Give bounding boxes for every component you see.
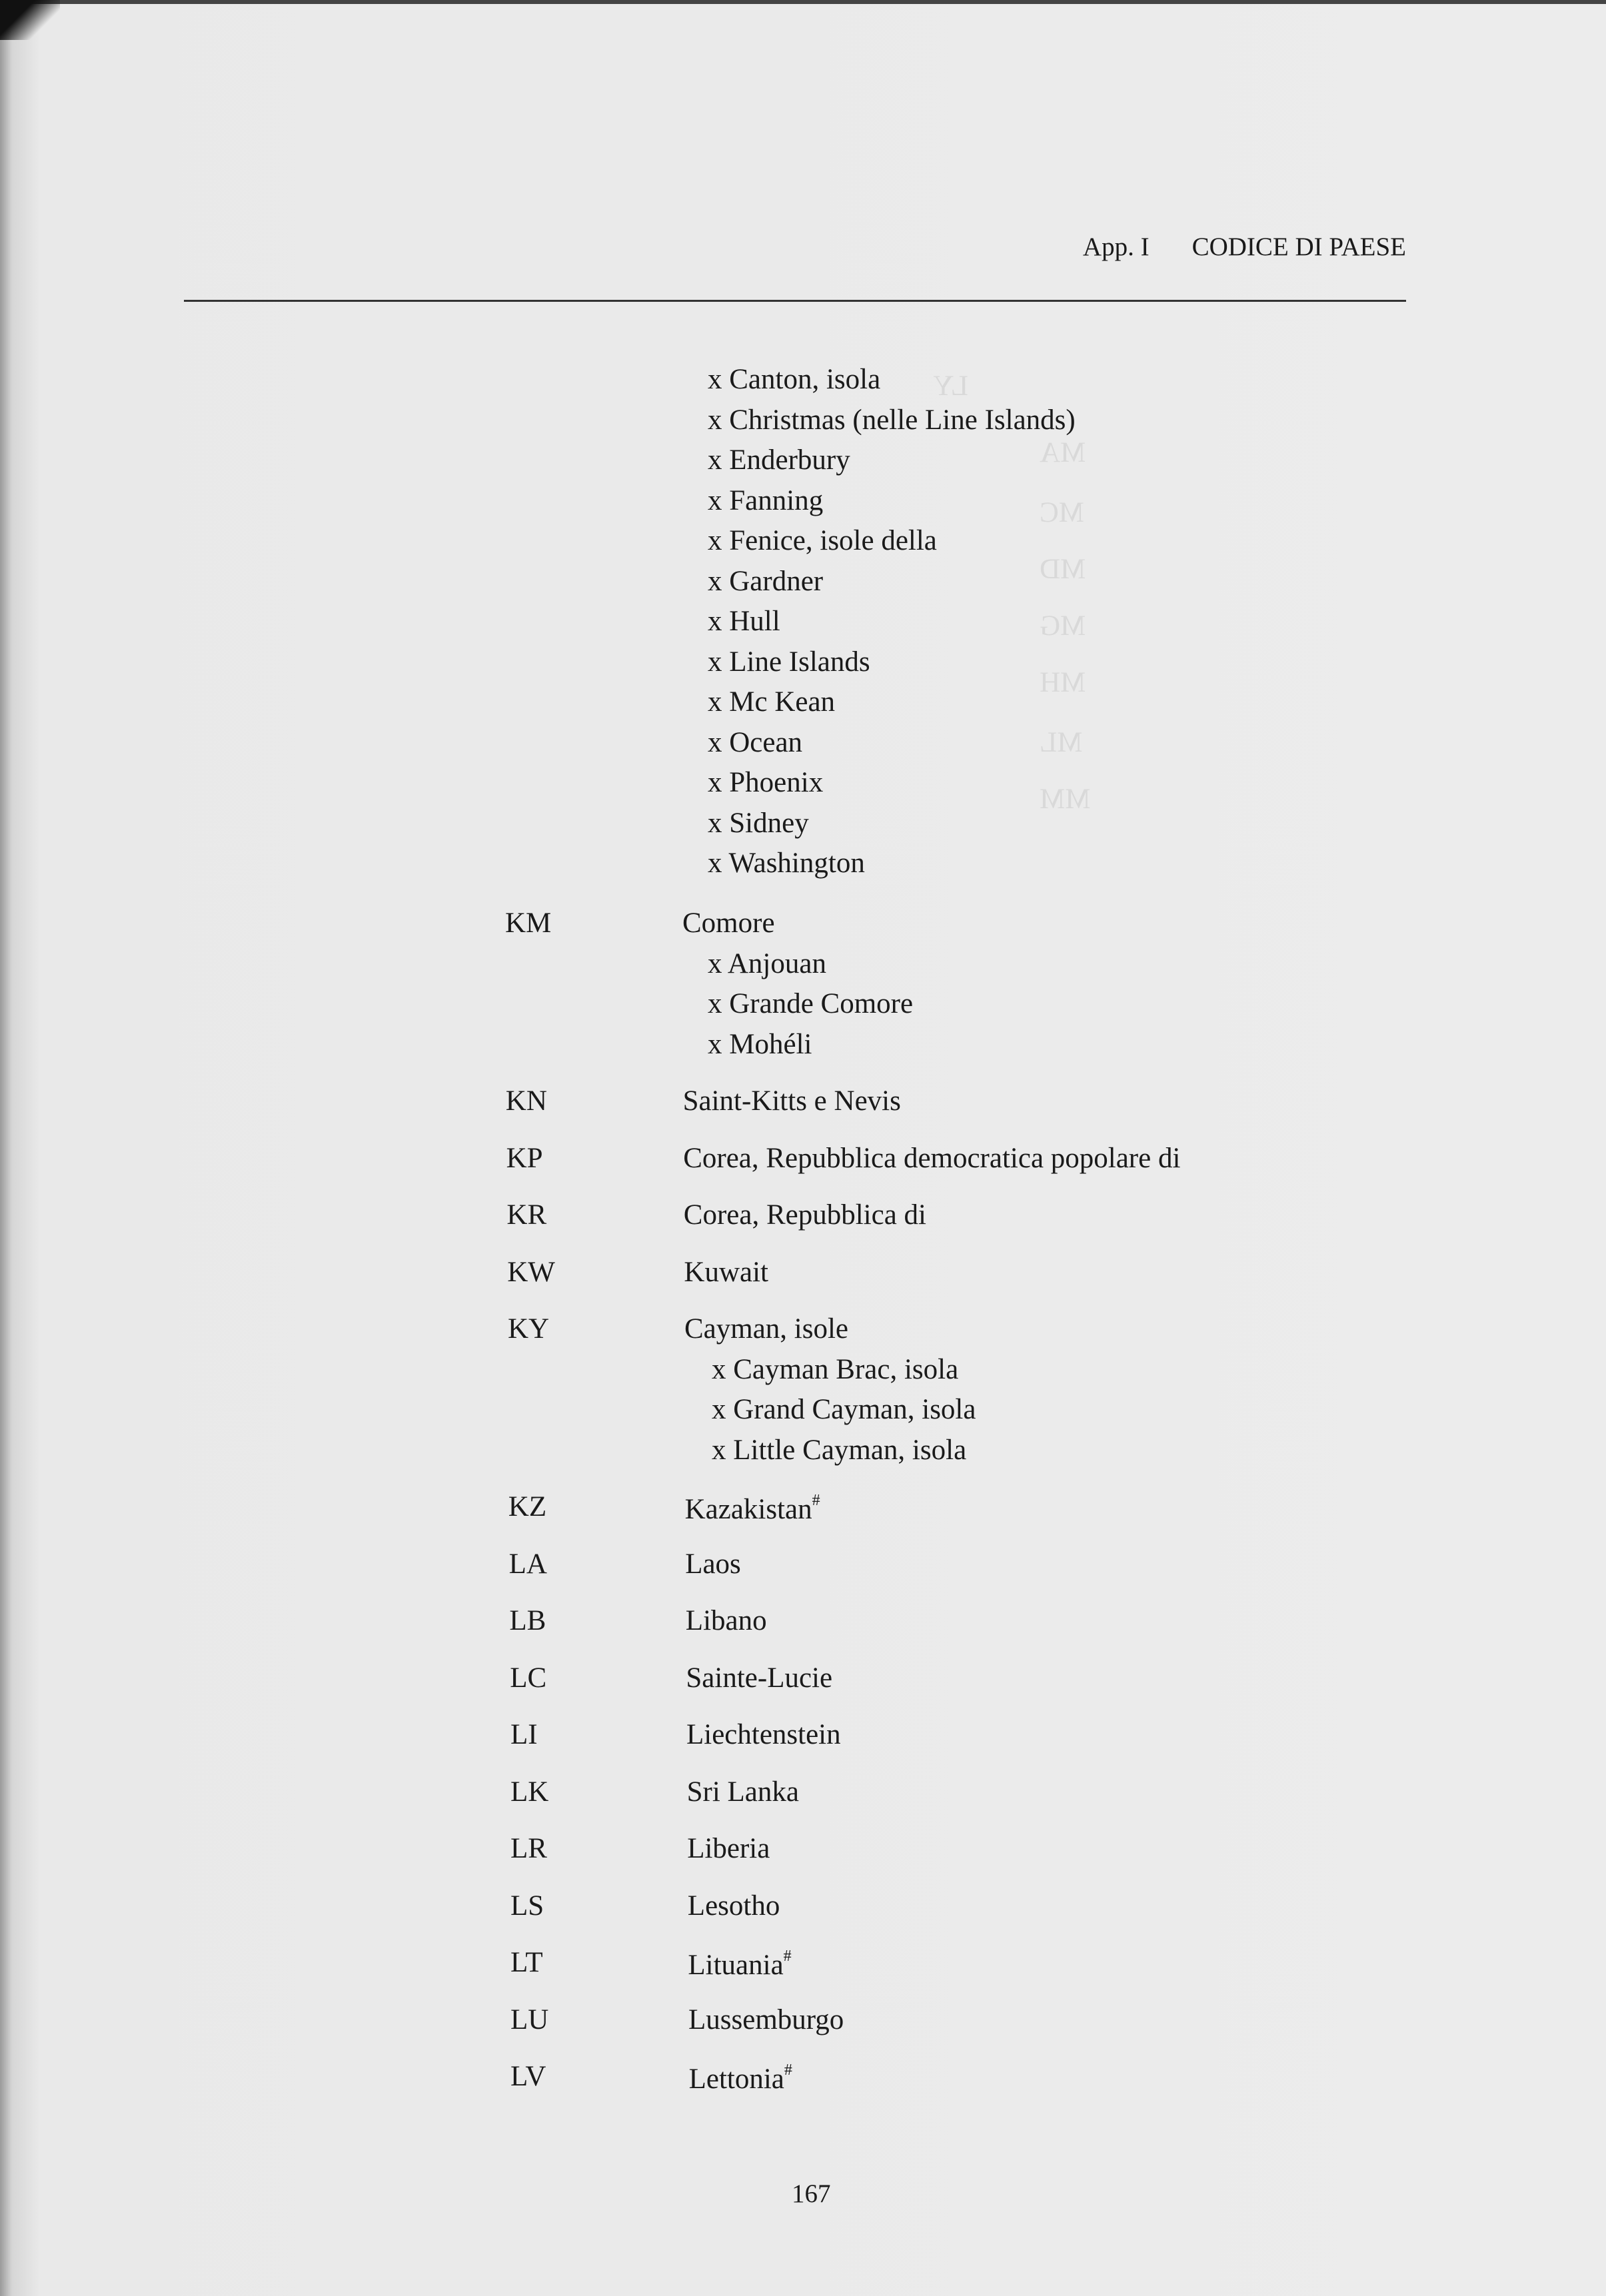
country-code: LK (510, 1776, 549, 1808)
bleed-through: MH (1040, 667, 1086, 698)
country-name (685, 1492, 820, 1524)
country-code: KM (505, 907, 552, 939)
header-title: CODICE DI PAESE (1192, 233, 1406, 261)
country-code: KZ (508, 1491, 547, 1522)
country-name (687, 1834, 770, 1863)
country-name (686, 1606, 767, 1635)
country-name-text: Lituania (688, 1950, 784, 1981)
country-name (686, 1664, 832, 1692)
bleed-through: MG (1040, 610, 1086, 642)
subentry: x Mohéli (708, 1028, 812, 1060)
country-code: LV (510, 2061, 546, 2092)
country-code: LU (510, 2004, 549, 2035)
subentry: x Fanning (708, 484, 824, 516)
country-name-text: Laos (685, 1548, 741, 1580)
country-code: LI (510, 1719, 538, 1750)
country-name (687, 1778, 799, 1806)
country-name (689, 2062, 792, 2093)
country-code: LA (508, 1548, 547, 1580)
country-name-text: Lesotho (687, 1890, 780, 1922)
country-code: KR (506, 1199, 547, 1231)
subentry: x Mc Kean (708, 686, 836, 718)
country-name (686, 1720, 841, 1749)
country-name-text: Kazakistan (684, 1494, 812, 1525)
subentry: x Little Cayman, isola (712, 1434, 967, 1466)
country-code: LT (510, 1947, 543, 1978)
country-name-text: Libano (685, 1605, 767, 1636)
country-name (684, 1258, 768, 1287)
subentry: x Anjouan (708, 947, 826, 979)
page-edge (0, 0, 1606, 4)
country-name (684, 1201, 926, 1229)
subentry: x Ocean (708, 726, 803, 758)
subentry: x Sidney (708, 807, 809, 839)
subentry: x Hull (708, 606, 780, 637)
country-name-text: Liberia (687, 1833, 770, 1864)
subentry: x Enderbury (708, 444, 850, 476)
bleed-through: MC (1040, 497, 1084, 528)
subentry: x Grande Comore (708, 988, 914, 1019)
country-name-text: Comore (682, 907, 775, 939)
country-code: KP (506, 1142, 543, 1174)
country-name-text: Lettonia (688, 2063, 784, 2095)
country-name (688, 1892, 780, 1920)
country-code: LS (510, 1890, 544, 1922)
bleed-through: ML (1040, 727, 1083, 758)
country-name (683, 1087, 901, 1115)
running-header (1083, 232, 1406, 262)
bleed-through: LY (933, 370, 969, 402)
country-name-text: Liechtenstein (686, 1719, 841, 1750)
country-name-text: Corea, Repubblica di (683, 1199, 926, 1231)
page-number: 167 (792, 2179, 831, 2208)
subentry: x Gardner (708, 565, 824, 597)
country-name (685, 1550, 741, 1578)
subentry: x Christmas (nelle Line Islands) (708, 404, 1076, 436)
country-name-text: Kuwait (684, 1256, 768, 1288)
country-code: LR (510, 1833, 547, 1864)
subentry: x Canton, isola (708, 364, 881, 395)
header-rule (184, 300, 1406, 302)
footnote-marker: # (812, 1492, 820, 1509)
subentry: x Line Islands (708, 646, 870, 678)
footnote-marker: # (783, 1948, 792, 1965)
country-code: KY (508, 1313, 550, 1345)
subentry: x Washington (708, 848, 865, 879)
bleed-through: MD (1040, 554, 1086, 585)
binding-shadow (0, 0, 60, 40)
country-name (682, 909, 775, 937)
subentry: x Fenice, isole della (708, 525, 937, 556)
country-code: LC (510, 1662, 547, 1694)
subentry: x Phoenix (708, 767, 824, 798)
country-name (688, 2006, 844, 2034)
country-name (688, 1948, 791, 1980)
country-name-text: Cayman, isole (684, 1313, 849, 1345)
bleed-through: MM (1040, 784, 1091, 815)
country-name-text: Saint-Kitts e Nevis (682, 1085, 901, 1117)
country-name (684, 1315, 848, 1343)
country-code: KN (505, 1085, 547, 1117)
country-code: KW (507, 1256, 555, 1288)
country-name-text: Sri Lanka (686, 1776, 799, 1808)
country-name-text: Sainte-Lucie (686, 1662, 833, 1694)
appendix-label: App. I (1082, 233, 1150, 261)
footnote-marker: # (784, 2061, 792, 2079)
bleed-through: MA (1040, 437, 1086, 468)
country-name (683, 1144, 1180, 1173)
country-code: LB (509, 1605, 546, 1636)
subentry: x Cayman Brac, isola (712, 1353, 959, 1385)
country-name-text: Corea, Repubblica democratica popolare di (683, 1142, 1181, 1174)
country-name-text: Lussemburgo (688, 2004, 844, 2035)
subentry: x Grand Cayman, isola (712, 1394, 976, 1425)
